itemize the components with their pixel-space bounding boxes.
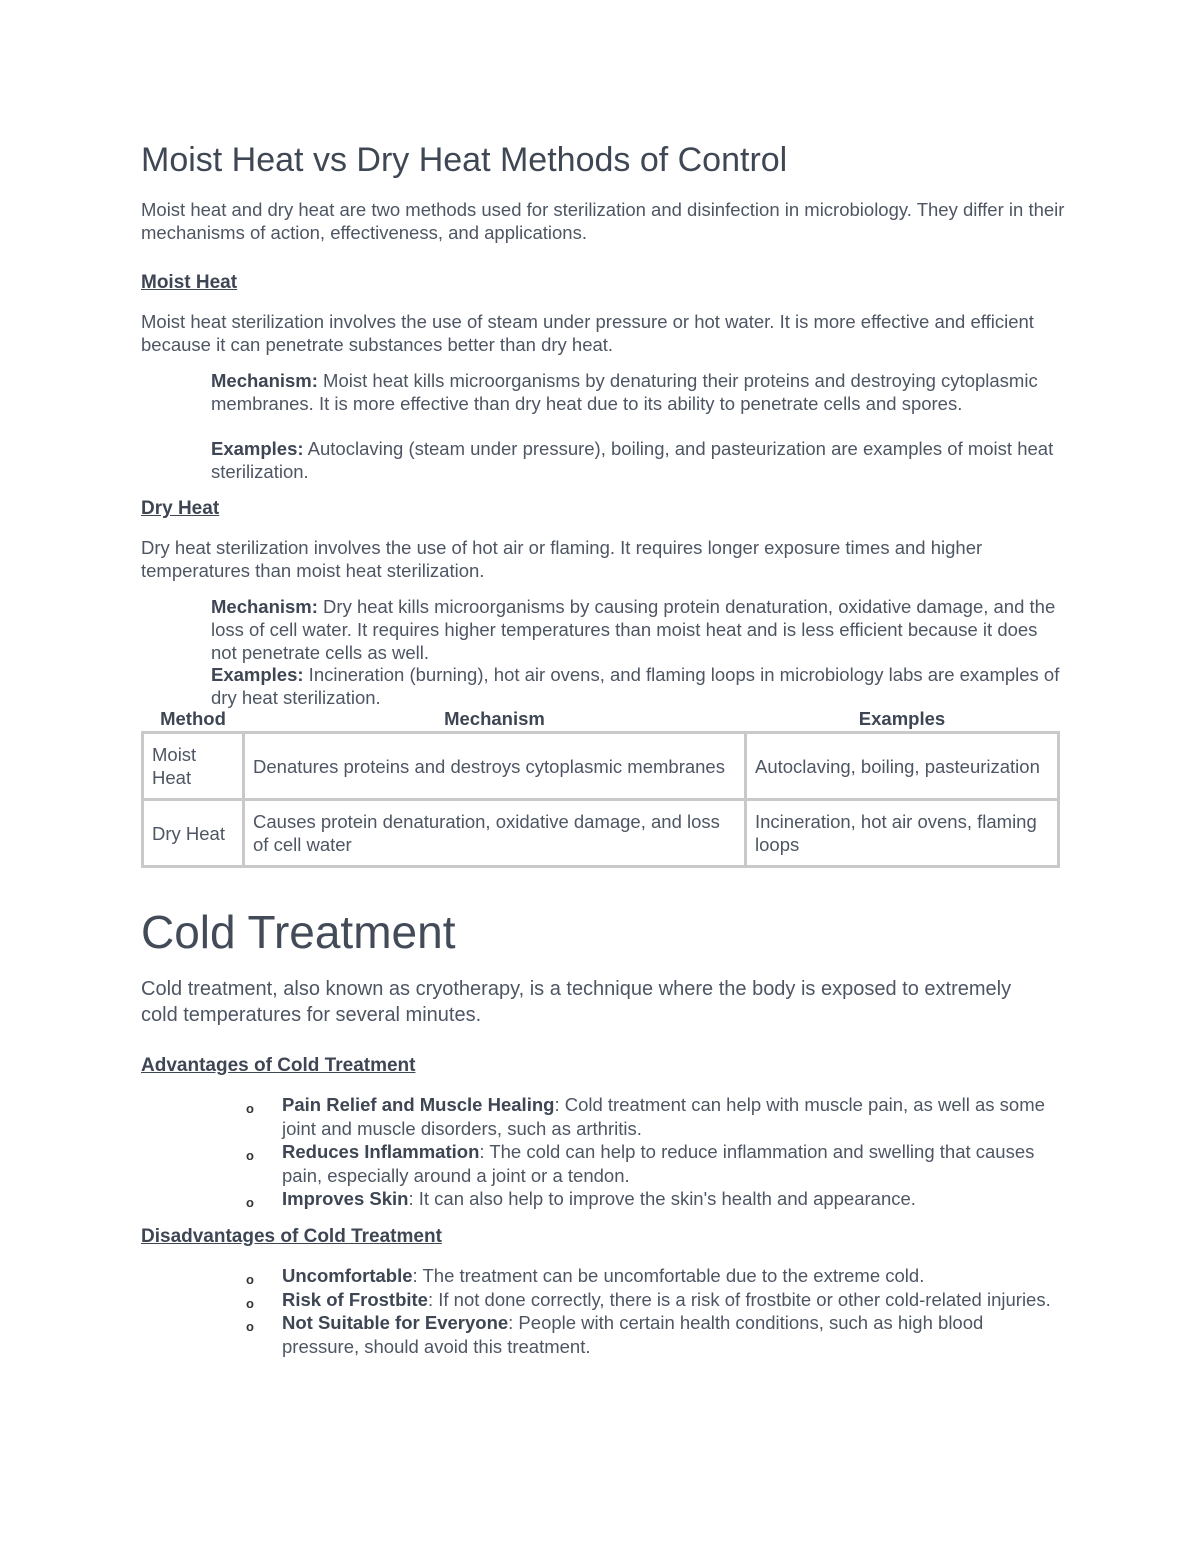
dry-heat-mechanism xyxy=(211,595,1061,664)
bullet-icon: o xyxy=(246,1148,254,1163)
list-item xyxy=(246,1311,1062,1358)
disadvantages-list xyxy=(246,1264,1062,1358)
cold-treatment-intro: Cold treatment, also known as cryotherapy, is a technique where the body is exposed to extremely cold temperatures for several minutes. xyxy=(141,978,1012,1026)
advantages-list xyxy=(246,1093,1062,1211)
table-cell: Autoclaving, boiling, pasteurization xyxy=(746,733,1059,800)
table-header-row xyxy=(143,708,1059,733)
list-item xyxy=(246,1288,1062,1312)
list-item xyxy=(246,1093,1062,1140)
examples-text: Autoclaving (steam under pressure), boiling, and pasteurization are examples of moist heat sterilization. xyxy=(211,438,1054,482)
dry-heat-description: Dry heat sterilization involves the use of hot air or flaming. It requires longer exposure times and higher temperatures than moist heat sterilization. xyxy=(141,537,983,581)
moist-heat-mechanism xyxy=(211,369,1061,415)
table-cell: Moist Heat xyxy=(143,733,244,800)
table-cell: Denatures proteins and destroys cytoplasmic membranes xyxy=(244,733,746,800)
item-label: Reduces Inflammation xyxy=(282,1141,480,1162)
table-header-cell: Method xyxy=(160,708,226,729)
intro-paragraph: Moist heat and dry heat are two methods used for sterilization and disinfection in microbiology. They differ in their mechanisms of action, effectiveness, and applications. xyxy=(141,199,1065,243)
table-cell: Incineration, hot air ovens, flaming loops xyxy=(746,800,1059,867)
bullet-icon: o xyxy=(246,1195,254,1210)
item-label: Not Suitable for Everyone xyxy=(282,1312,509,1333)
item-text: : People with certain health conditions, such as high blood pressure, should avoid this treatment. xyxy=(282,1312,984,1357)
table-row xyxy=(143,800,1059,867)
mechanism-label: Mechanism: xyxy=(211,370,318,391)
item-label: Pain Relief and Muscle Healing xyxy=(282,1094,555,1115)
table-cell: Causes protein denaturation, oxidative damage, and loss of cell water xyxy=(244,800,746,867)
advantages-heading: Advantages of Cold Treatment xyxy=(141,1055,416,1076)
table-cell: Dry Heat xyxy=(143,800,244,867)
item-label: Risk of Frostbite xyxy=(282,1288,428,1310)
table-row xyxy=(143,733,1059,800)
dry-heat-examples xyxy=(211,663,1061,709)
item-text: : The treatment can be uncomfortable due to the extreme cold. xyxy=(412,1265,925,1286)
examples-label: Examples: xyxy=(211,438,304,459)
moist-heat-examples xyxy=(211,437,1061,483)
disadvantages-heading: Disadvantages of Cold Treatment xyxy=(141,1226,442,1247)
item-text: : The cold can help to reduce inflammation and swelling that causes pain, especially around a joint or a tendon. xyxy=(282,1141,1035,1186)
item-label: Uncomfortable xyxy=(282,1265,413,1286)
comparison-table xyxy=(141,708,1060,868)
examples-label: Examples: xyxy=(211,664,304,685)
dry-heat-heading: Dry Heat xyxy=(141,498,220,519)
table-header-cell: Examples xyxy=(858,708,946,729)
mechanism-text: Dry heat kills microorganisms by causing protein denaturation, oxidative damage, and the loss of cell water. It requires higher temperatures than moist heat and is less efficient because it does not penetrate cells as well. xyxy=(211,596,1056,663)
list-item xyxy=(246,1264,1062,1288)
bullet-icon: o xyxy=(246,1101,254,1116)
list-item xyxy=(246,1187,1062,1211)
examples-text: Incineration (burning), hot air ovens, and flaming loops in microbiology labs are examples of dry heat sterilization. xyxy=(211,664,1060,708)
item-text: : It can also help to improve the skin's health and appearance. xyxy=(408,1188,916,1209)
moist-heat-heading: Moist Heat xyxy=(141,272,238,293)
cold-treatment-title: Cold Treatment xyxy=(141,906,456,958)
moist-heat-description: Moist heat sterilization involves the use of steam under pressure or hot water. It is more effective and efficient because it can penetrate substances better than dry heat. xyxy=(141,311,1034,355)
page-title: Moist Heat vs Dry Heat Methods of Control xyxy=(141,141,788,179)
item-label: Improves Skin xyxy=(282,1188,409,1209)
bullet-icon: o xyxy=(246,1295,254,1311)
mechanism-text: Moist heat kills microorganisms by denaturing their proteins and destroying cytoplasmic membranes. It is more effective than dry heat due to its ability to penetrate cells and spores. xyxy=(211,370,1038,414)
mechanism-label: Mechanism: xyxy=(211,596,318,617)
bullet-icon: o xyxy=(246,1319,254,1334)
bullet-icon: o xyxy=(246,1272,254,1287)
item-text: : Cold treatment can help with muscle pain, as well as some joint and muscle disorders, such as arthritis. xyxy=(282,1094,1045,1139)
list-item xyxy=(246,1140,1062,1187)
item-text: : If not done correctly, there is a risk of frostbite or other cold-related injuries. xyxy=(427,1288,1051,1310)
table-header-cell: Mechanism xyxy=(444,708,545,729)
